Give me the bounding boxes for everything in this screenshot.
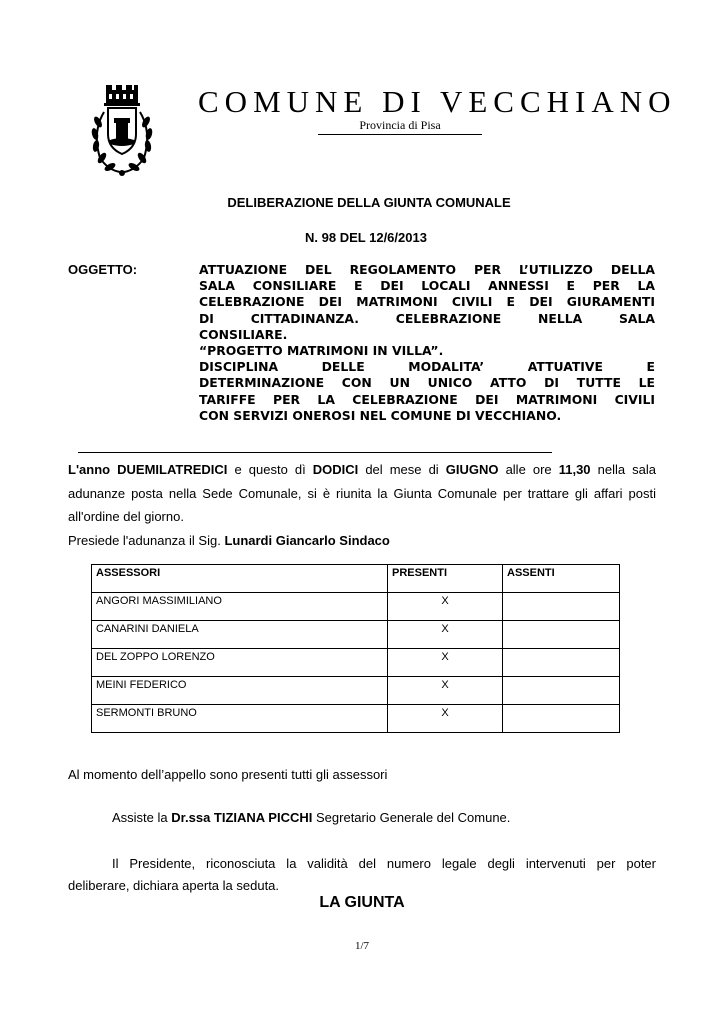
presidente-line-2: deliberare, dichiara aperta la seduta. (68, 878, 280, 893)
present-mark: X (388, 593, 503, 621)
header-assessori: ASSESSORI (92, 565, 388, 593)
oggetto-line: CONSILIARE. (199, 326, 288, 342)
crest-logo (86, 84, 158, 180)
assiste-name: Dr.ssa TIZIANA PICCHI (171, 810, 313, 825)
absent-mark (503, 649, 620, 677)
opening-text: e questo dì (234, 462, 306, 477)
assessore-name: ANGORI MASSIMILIANO (92, 593, 388, 621)
oggetto-label: OGGETTO: (68, 262, 138, 277)
oggetto-line: SALA CONSILIARE E DEI LOCALI ANNESSI E PER LA (199, 278, 655, 294)
giunta-heading: LA GIUNTA (319, 894, 405, 911)
opening-text: L'anno (68, 462, 111, 477)
oggetto-line: DI CITTADINANZA. CELEBRAZIONE NELLA SALA (199, 310, 655, 326)
present-mark: X (388, 677, 503, 705)
oggetto-line: DETERMINAZIONE CON UN UNICO ATTO DI TUTTE LE (199, 375, 655, 391)
absent-mark (503, 621, 620, 649)
oggetto-line: TARIFFE PER LA CELEBRAZIONE DEI MATRIMONI CIVILI (199, 391, 655, 407)
assiste-prefix: Assiste la (112, 810, 168, 825)
oggetto-line: CON SERVIZI ONEROSI NEL COMUNE DI VECCHIANO. (199, 407, 562, 423)
presiede-prefix: Presiede l'adunanza il Sig. (68, 532, 221, 548)
subtitle-rule (318, 134, 482, 135)
assessore-name: CANARINI DANIELA (92, 621, 388, 649)
section-separator (78, 452, 552, 453)
table-row (92, 705, 620, 733)
opening-day: DODICI (312, 462, 359, 477)
assiste-suffix: Segretario Generale del Comune. (316, 810, 511, 825)
oggetto-text (199, 262, 655, 424)
opening-line-1 (68, 458, 656, 482)
opening-hour: 11,30 (558, 462, 591, 477)
present-mark: X (388, 649, 503, 677)
absent-mark (503, 677, 620, 705)
assiste-line (112, 810, 510, 825)
page-number: 1/7 (354, 940, 370, 952)
absent-mark (503, 593, 620, 621)
table-row (92, 649, 620, 677)
presiede-name: Lunardi Giancarlo Sindaco (224, 532, 390, 548)
opening-text: alle ore (505, 462, 552, 477)
opening-line-2: adunanze posta nella Sede Comunale, si è riunita la Giunta Comunale per trattare gli affari posti (68, 485, 656, 501)
table-row (92, 621, 620, 649)
present-mark: X (388, 621, 503, 649)
table-row (92, 593, 620, 621)
attendance-table (91, 564, 620, 733)
oggetto-line: “PROGETTO MATRIMONI IN VILLA”. (199, 343, 444, 359)
deliberation-number: N. 98 DEL 12/6/2013 (305, 230, 427, 245)
table-row (92, 677, 620, 705)
presiede-line (68, 529, 656, 553)
opening-paragraph (68, 458, 656, 552)
header-assenti: ASSENTI (503, 565, 620, 593)
opening-line-3: all'ordine del giorno. (68, 509, 184, 524)
table-header-row (92, 565, 620, 593)
opening-text: del mese di (365, 462, 439, 477)
assessore-name: MEINI FEDERICO (92, 677, 388, 705)
header-presenti: PRESENTI (388, 565, 503, 593)
province-subtitle: Provincia di Pisa (359, 118, 441, 132)
opening-month: GIUGNO (445, 462, 499, 477)
absent-mark (503, 705, 620, 733)
municipality-title: COMUNE DI VECCHIANO (198, 84, 677, 119)
presidente-line-1: Il Presidente, riconosciuta la validità del numero legale degli intervenuti per poter (112, 856, 656, 871)
oggetto-line: DISCIPLINA DELLE MODALITA’ ATTUATIVE E (199, 359, 655, 375)
present-mark: X (388, 705, 503, 733)
opening-year: DUEMILATREDICI (117, 462, 228, 477)
appello-text: Al momento dell’appello sono presenti tutti gli assessori (68, 767, 388, 782)
assessore-name: DEL ZOPPO LORENZO (92, 649, 388, 677)
assessore-name: SERMONTI BRUNO (92, 705, 388, 733)
deliberation-heading: DELIBERAZIONE DELLA GIUNTA COMUNALE (227, 195, 511, 210)
opening-text: nella sala (597, 462, 656, 477)
oggetto-line: ATTUAZIONE DEL REGOLAMENTO PER L’UTILIZZO DELLA (199, 262, 655, 277)
oggetto-line: CELEBRAZIONE DEI MATRIMONI CIVILI E DEI GIURAMENTI (199, 294, 655, 310)
